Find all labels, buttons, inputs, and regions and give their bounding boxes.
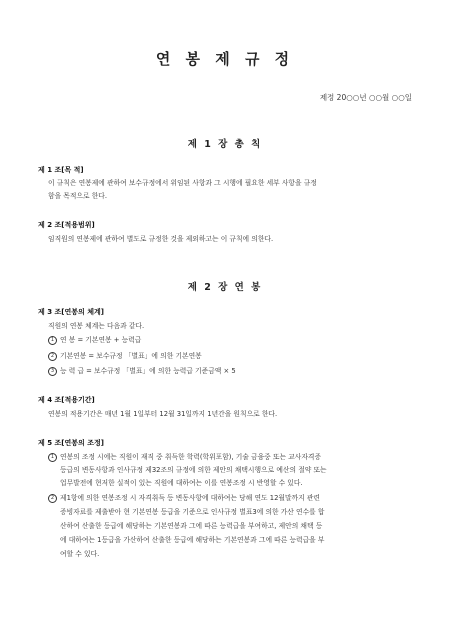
article-1-line-1: 이 규칙은 연봉제에 관하여 보수규정에서 위임된 사항과 그 시행에 필요한 세부 사항을 규정 <box>48 179 317 187</box>
article-5-item-2-line-3: 산하여 산출한 등급에 해당하는 기본연봉과 그에 따른 능력급을 부여하고, 제안의 채택 등 <box>60 522 323 530</box>
article-1-line-2: 함을 목적으로 한다. <box>48 192 108 200</box>
article-5-heading: 제 5 조[연봉의 조정] <box>38 439 104 447</box>
article-3-item-3 <box>48 365 236 378</box>
circled-number-1: 1 <box>48 453 57 462</box>
circled-number-2: 2 <box>48 494 57 503</box>
circled-number-3: 3 <box>48 367 57 376</box>
article-5-item-2 <box>48 492 320 505</box>
article-1-heading: 제 1 조[목 적] <box>38 166 84 174</box>
article-2-heading: 제 2 조[적용범위] <box>38 221 95 229</box>
article-5-item-1-line-2: 등급의 변동사항과 인사규정 제32조의 규정에 의한 제안의 채택시행으로 예산의 절약 또는 <box>60 466 327 474</box>
article-4-line-1: 연봉의 적용기간은 매년 1월 1일부터 12월 31일까지 1년간을 원칙으로 한다. <box>48 410 278 418</box>
article-5-item-1-line-1: 연봉의 조정 시에는 직원이 재직 중 취득한 학력(학위포함), 기술 금융중 또는 교사자격증 <box>60 453 322 461</box>
article-5-item-2-line-4: 에 대하여는 1등급을 가산하여 산출한 등급에 해당하는 기본연봉과 그에 따른 능력급을 부 <box>60 536 325 544</box>
article-4-heading: 제 4 조[적용기간] <box>38 396 95 404</box>
enactment-date: 제정 20○○년 ○○월 ○○일 <box>319 93 412 102</box>
circled-number-2: 2 <box>48 352 57 361</box>
article-2-line-1: 임직원의 연봉제에 관하여 별도로 규정한 것을 제외하고는 이 규칙에 의한다. <box>48 235 274 243</box>
article-5-item-2-line-5: 여할 수 있다. <box>60 550 100 558</box>
article-3-item-1 <box>48 334 141 347</box>
article-3-heading: 제 3 조[연봉의 체계] <box>38 308 104 316</box>
chapter-1-heading: 제 1 장 총 칙 <box>187 139 263 150</box>
article-3-item-2 <box>48 350 202 363</box>
article-5-item-2-line-2: 증빙자료를 제출받아 현 기본연봉 등급을 기준으로 인사규정 별표3에 의한 가산 연수를 합 <box>60 508 325 516</box>
article-3-item-1-text: 연 봉 = 기본연봉 + 능력급 <box>60 336 142 344</box>
article-3-item-3-text: 능 력 급 = 보수규정 「별표」에 의한 능력급 기준금액 × 5 <box>60 367 236 375</box>
article-5-item-1 <box>48 451 321 464</box>
article-3-item-2-text: 기본연봉 = 보수규정 「별표」에 의한 기본연봉 <box>60 352 202 360</box>
chapter-2-heading: 제 2 장 연 봉 <box>187 282 263 293</box>
article-5-item-1-line-3: 업무발전에 현저한 실적이 있는 직원에 대하여는 이를 연봉조정 시 반영할 수 있다. <box>60 479 303 487</box>
circled-number-1: 1 <box>48 336 57 345</box>
article-5-item-2-line-1: 제1항에 의한 연봉조정 시 자격취득 등 변동사항에 대하여는 당해 연도 12월말까지 관련 <box>60 494 320 502</box>
article-3-intro: 직원의 연봉 체계는 다음과 같다. <box>48 322 145 330</box>
document-title: 연 봉 제 규 정 <box>155 50 295 68</box>
